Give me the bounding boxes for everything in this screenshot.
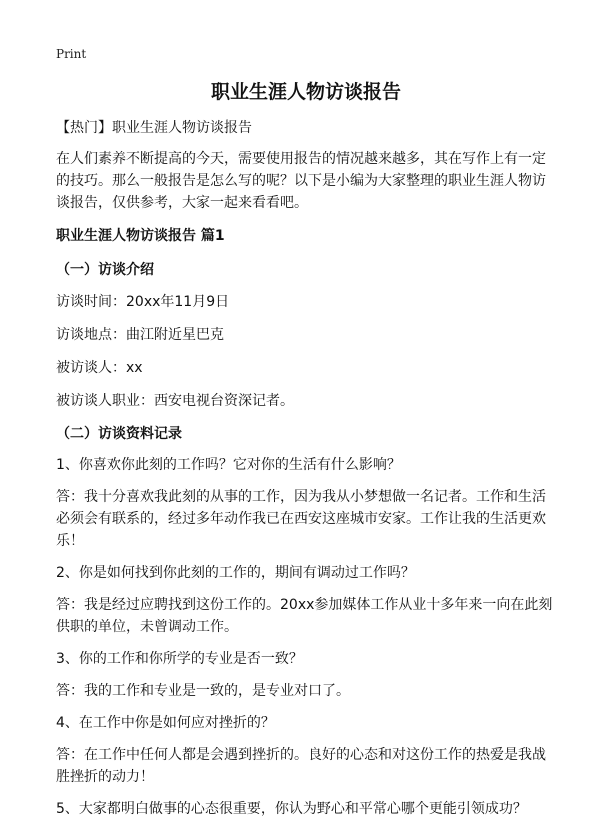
part-title: 职业生涯人物访谈报告 篇1 (56, 228, 225, 244)
section-title-intro: （一）访谈介绍 (56, 262, 154, 278)
question-2: 2、你是如何找到你此刻的工作的，期间有调动过工作吗？ (56, 565, 415, 581)
answer-4: 答：在工作中任何人都是会遇到挫折的。良好的心态和对这份工作的热爱是我战胜挫折的动力！ (56, 747, 546, 785)
question-1: 1、你喜欢你此刻的工作吗？它对你的生活有什么影响？ (56, 457, 401, 473)
interview-time: 访谈时间：20xx年11月9日 (56, 294, 230, 310)
article (56, 78, 556, 820)
intro-paragraph: 在人们素养不断提高的今天，需要使用报告的情况越来越多，其在写作上有一定的技巧。那么一般报告是怎么写的呢？以下是小编为大家整理的职业生涯人物访谈报告，仅供参考，大家一起来看看吧。 (56, 151, 546, 211)
answer-1: 答：我十分喜欢我此刻的从事的工作，因为我从小梦想做一名记者。工作和生活必须会有联系的，经过多年动作我已在西安这座城市安家。工作让我的生活更欢乐！ (56, 489, 546, 549)
question-3: 3、你的工作和你所学的专业是否一致？ (56, 651, 303, 667)
print-link[interactable]: Print (56, 47, 87, 61)
answer-3: 答：我的工作和专业是一致的，是专业对口了。 (56, 683, 350, 699)
interview-place: 访谈地点：曲江附近星巴克 (56, 327, 224, 343)
interviewee-job: 被访谈人职业：西安电视台资深记者。 (56, 393, 294, 409)
section-title-records: （二）访谈资料记录 (56, 426, 182, 442)
question-5: 5、大家都明白做事的心态很重要，你认为野心和平常心哪个更能引领成功？ (56, 801, 527, 817)
answer-2: 答：我是经过应聘找到这份工作的。20xx参加媒体工作从业十多年来一向在此刻供职的单位，未曾调动工作。 (56, 597, 553, 635)
page-title: 职业生涯人物访谈报告 (210, 81, 401, 103)
tag-line: 【热门】职业生涯人物访谈报告 (56, 120, 252, 136)
question-4: 4、在工作中你是如何应对挫折的？ (56, 715, 275, 731)
interviewee: 被访谈人：xx (56, 360, 143, 376)
